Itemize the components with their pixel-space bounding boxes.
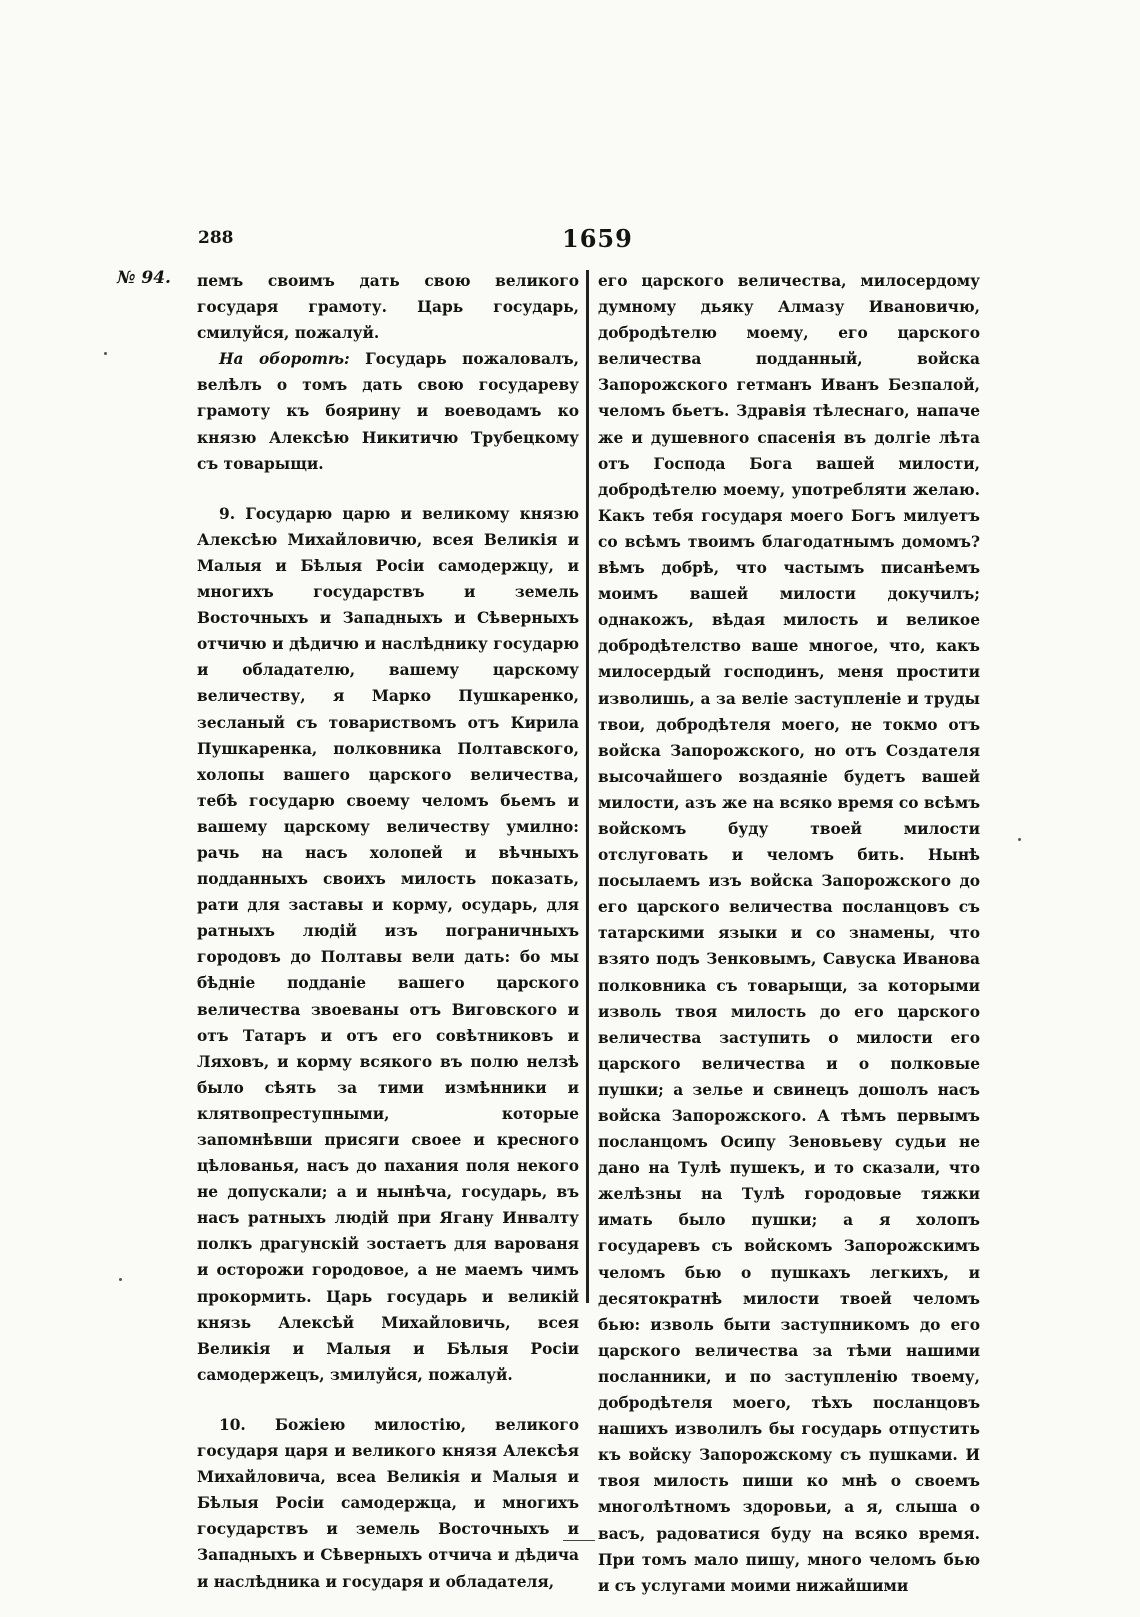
document-10-continuation: его царского величества, милосердому думному дьяку Алмазу Ивановичю, добродѣтелю моему, его царского величества подданный, войска Запорожского гетманъ Иванъ Безпалой, челомъ бьетъ. Здравія тѣлеснаго, напаче же и душевного спасенія въ долгіе лѣта отъ Господа Бога вашей милости, добродѣтелю моему, употребляти желаю. Какъ тебя государя моего Богъ милуетъ со всѣмъ твоимъ благодатнымъ домомъ? вѣмъ добрѣ, что частымъ писанѣемъ моимъ вашей милости докучилъ; однакожъ, вѣдая милость и великое добродѣтелство ваше многое, что, какъ милосердый господинъ, меня простити изволишь, а за веліе заступленіе и труды твои, добродѣтеля моего, не токмо отъ войска Запорожского, но отъ Создателя высочайшего воздаяніе будетъ вашей милости, азъ же на всяко время со всѣмъ войскомъ буду твоей милости отслуговать и челомъ бить. Нынѣ посылаемъ изъ войска Запорожского до его царского величества посланцовъ съ татарскими языки и со знамены, что взято подъ Зенковымъ, Савуска Иванова полковника съ товарыщи, за которыми изволь твоя милость до его царского величества заступить о милости его царского величества и о полковые пушки; а зелье и свинецъ дошолъ насъ войска Запорожского. А тѣмъ первымъ посланцомъ Осипу Зеновьеву судьи не дано на Тулѣ пушекъ, и то сказали, что желѣзны на Тулѣ городовые тяжки имать было пушки; а я холопъ государевъ съ войскомъ Запорожскимъ челомъ бью о пушкахъ легкихъ, и десятократнѣ милости твоей челомъ бью: изволь быти заступникомъ до его царского величества за тѣми нашими посланники, и по заступленію твоему, добродѣтеля моего, тѣхъ посланцовъ нашихъ изволилъ бы государь отпустить къ войску Запорожскому съ пушками. И твоя милость пиши ко мнѣ о своемъ многолѣтномъ здоровьи, а я, слыша о васъ, радоватися буду на всяко время. При томъ мало пишу, много челомъ бью и съ услугами моими нижайшими: [598, 272, 980, 1595]
column-divider: [586, 270, 589, 1303]
running-header: [190, 226, 1010, 266]
paper-speck: [119, 1278, 122, 1281]
reverse-side-label: На оборотѣ:: [219, 350, 350, 369]
document-10-text: 10. Божіею милостію, великого государя царя и великого князя Алексѣя Михайловича, всеа Великія и Малыя и Бѣлыя Росіи самодержца, и многихъ государствъ и земель Восточныхъ и Западныхъ и Сѣверныхъ отчича и дѣдича и наслѣдника и государя и обладателя,: [197, 1415, 579, 1591]
paper-speck: [104, 352, 107, 355]
right-column: [598, 268, 980, 1599]
document-number: № 94.: [117, 268, 171, 288]
reverse-side-text: Государь пожаловалъ, велѣлъ о томъ дать свою государеву грамоту къ боярину и воеводамъ ко князю Алексѣю Никитичю Трубецкому съ товарыщи.: [197, 350, 579, 473]
left-paragraph-continuation: пемъ своимъ дать свою великого государя грамоту. Царь государь, смилуйся, пожалуй.: [197, 272, 579, 343]
footer-rule: [563, 1540, 595, 1541]
year-heading: 1659: [562, 224, 633, 253]
page-number: 288: [198, 228, 234, 248]
reverse-side-note: [197, 346, 579, 476]
document-9-text: 9. Государю царю и великому князю Алексѣю Михайловичю, всея Великія и Малыя и Бѣлыя Росіи самодержцу, и многихъ государствъ и земель Восточныхъ и Западныхъ и Сѣверныхъ отчичю и дѣдичю и наслѣднику государю и обладателю, вашему царскому величеству, я Марко Пушкаренко, зесланый съ товариствомъ отъ Кирила Пушкаренка, полковника Полтавского, холопы вашего царского величества, тебѣ государю своему челомъ бьемъ и вашему царскому величеству умилно: рачь на насъ холопей и вѣчныхъ подданныхъ своихъ милость показать, рати для заставы и корму, осударь, для ратныхъ людій изъ пограничныхъ городовъ до Полтавы вели дать: бо мы бѣдніе подданіе вашего царского величества звоеваны отъ Виговского и отъ Татаръ и отъ его совѣтниковъ и Ляховъ, и корму всякого въ полю нелзѣ было сѣять за тими измѣнники и клятвопреступными, которые запомнѣвши присяги своее и кресного цѣлованья, насъ до пахания поля некого не допускали; а и нынѣча, государь, въ насъ ратныхъ людій при Ягану Инвалту полкъ драгунскій зостаетъ для варованя и осторожи городовое, а не маемъ чимъ прокормить. Царь государь и великій князь Алексѣй Михайловичь, всея Великія и Малыя и Бѣлыя Росіи самодержецъ, змилуйся, пожалуй.: [197, 504, 579, 1384]
paper-speck: [1018, 838, 1021, 841]
left-column: [197, 268, 579, 1595]
